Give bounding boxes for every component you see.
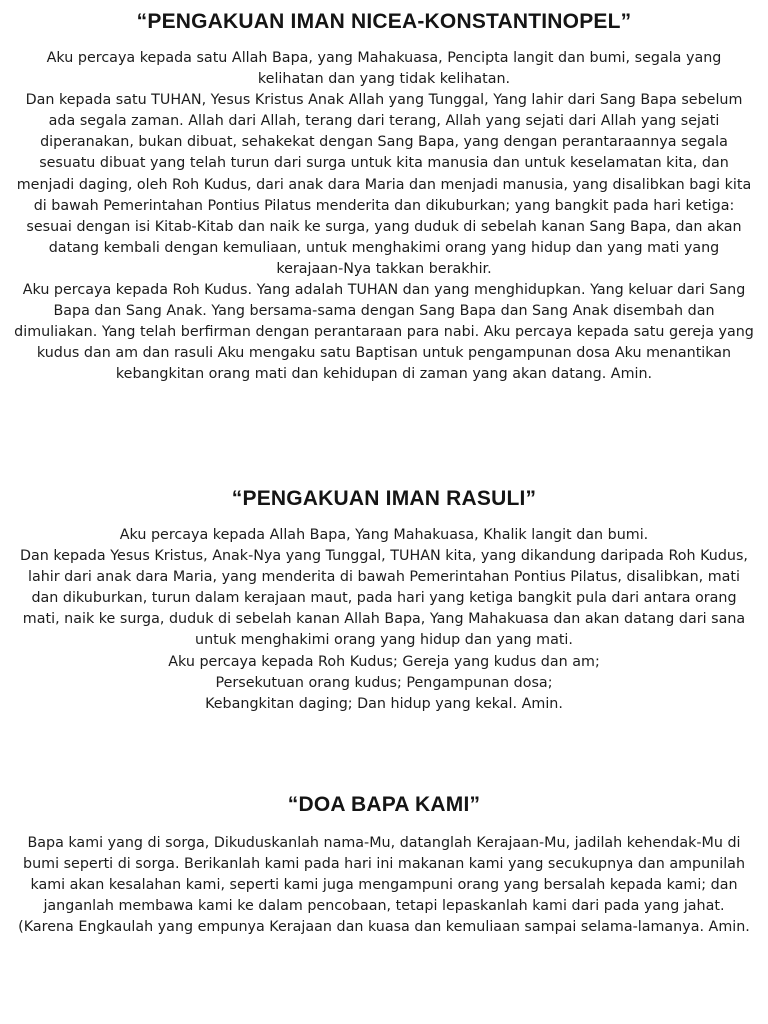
nicene-paragraph-3: Aku percaya kepada Roh Kudus. Yang adalah TUHAN dan yang menghidupkan. Yang keluar dari Sang Bapa dan Sang Anak. Yang bersama-sama dengan Sang Bapa dan Sang Anak disembah dan dimuliakan. Yang telah berfirman dengan perantaraan para nabi. Aku percaya kepada satu gereja yang kudus dan am dan rasuli Aku mengaku satu Baptisan untuk pengampunan dosa Aku menantikan kebangkitan orang mati dan kehidupan di zaman yang akan datang. Amin. [14, 282, 754, 383]
apostles-creed-body [14, 525, 754, 715]
apostles-paragraph-5: Kebangkitan daging; Dan hidup yang kekal. Amin. [205, 695, 563, 712]
apostles-paragraph-4: Persekutuan orang kudus; Pengampunan dosa; [215, 674, 553, 691]
nicene-creed-section [14, 10, 754, 386]
apostles-paragraph-3: Aku percaya kepada Roh Kudus; Gereja yang kudus dan am; [168, 653, 600, 670]
lords-prayer-paragraph-1: Bapa kami yang di sorga, Dikuduskanlah nama-Mu, datanglah Kerajaan-Mu, jadilah kehendak-Mu di bumi seperti di sorga. Berikanlah kami pada hari ini makanan kami yang secukupnya dan ampunilah kami akan kesalahan kami, seperti kami juga mengampuni orang yang bersalah kepada kami; dan janganlah membawa kami ke dalam pencobaan, tetapi lepaskanlah kami dari pada yang jahat. (Karena Engkaulah yang empunya Kerajaan dan kuasa dan kemuliaan sampai selama-lamanya. Amin. [18, 835, 750, 936]
apostles-paragraph-2: Dan kepada Yesus Kristus, Anak-Nya yang Tunggal, TUHAN kita, yang dikandung daripada Roh Kudus, lahir dari anak dara Maria, yang menderita di bawah Pemerintahan Pontius Pilatus, disalibkan, mati dan dikuburkan, turun dalam kerajaan maut, pada hari yang ketiga bangkit pula dari antara orang mati, naik ke surga, duduk di sebelah kanan Allah Bapa, Yang Mahakuasa dan akan datang dari sana untuk menghakimi orang yang hidup dan yang mati. [20, 548, 748, 649]
nicene-creed-title: “PENGAKUAN IMAN NICEA-KONSTANTINOPEL” [136, 10, 632, 33]
nicene-creed-body [14, 48, 754, 386]
apostles-paragraph-1: Aku percaya kepada Allah Bapa, Yang Mahakuasa, Khalik langit dan bumi. [119, 527, 649, 543]
lords-prayer-body [14, 833, 754, 938]
apostles-creed-title: “PENGAKUAN IMAN RASULI” [231, 487, 537, 510]
nicene-paragraph-1: Aku percaya kepada satu Allah Bapa, yang Mahakuasa, Pencipta langit dan bumi, segala yang kelihatan dan yang tidak kelihatan. [46, 50, 722, 88]
nicene-paragraph-2: Dan kepada satu TUHAN, Yesus Kristus Anak Allah yang Tunggal, Yang lahir dari Sang Bapa sebelum ada segala zaman. Allah dari Allah, terang dari terang, Allah yang sejati dari Allah yang sejati diperanakan, bukan dibuat, sehakekat dengan Sang Bapa, yang dengan perantaraannya segala sesuatu dibuat yang telah turun dari surga untuk kita manusia dan untuk keselamatan kita, dan menjadi daging, oleh Roh Kudus, dari anak dara Maria dan menjadi manusia, yang disalibkan bagi kita di bawah Pemerintahan Pontius Pilatus menderita dan dikuburkan; yang bangkit pada hari ketiga: sesuai dengan isi Kitab-Kitab dan naik ke surga, yang duduk di sebelah kanan Sang Bapa, dan akan datang kembali dengan kemuliaan, untuk menghakimi orang yang hidup dan yang mati yang kerajaan-Nya takkan berakhir. [16, 92, 752, 277]
lords-prayer-title: “DOA BAPA KAMI” [287, 793, 481, 816]
lords-prayer-section [14, 793, 754, 938]
apostles-creed-section [14, 487, 754, 715]
